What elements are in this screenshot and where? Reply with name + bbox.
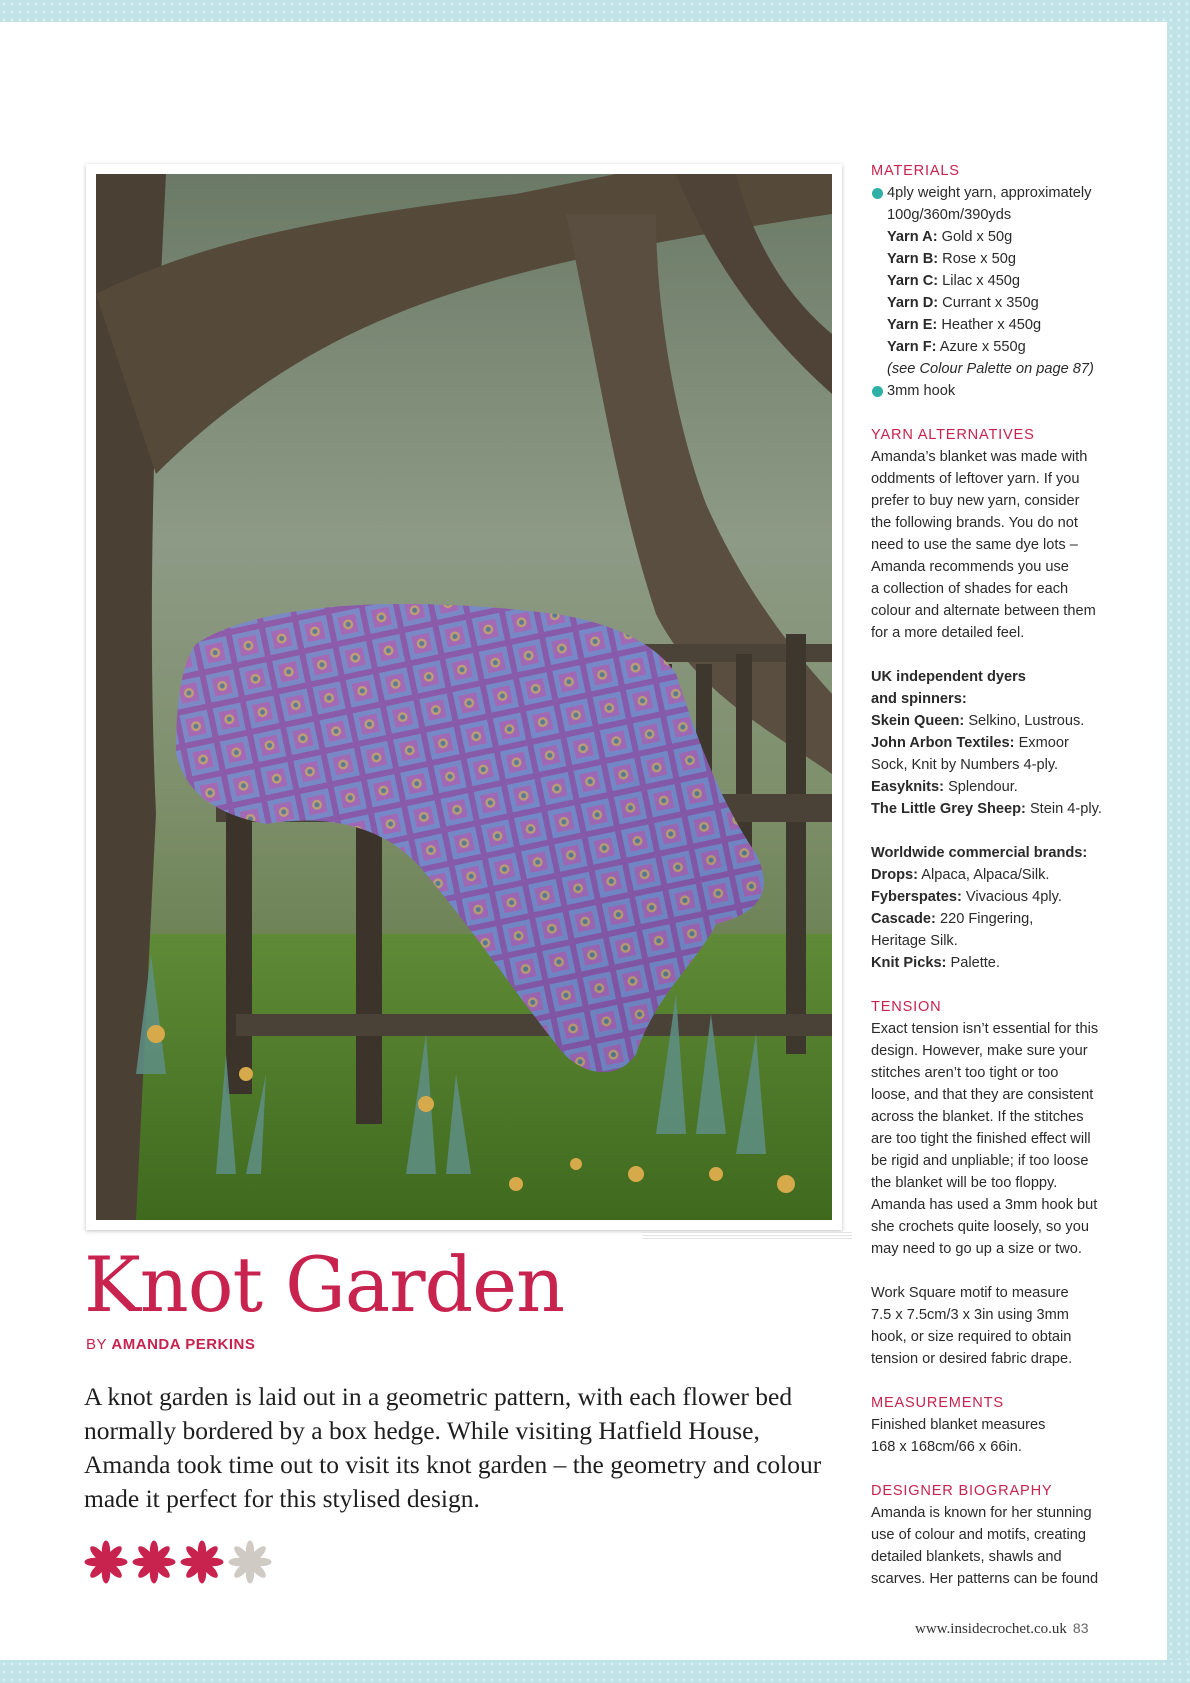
text-line: use of colour and motifs, creating bbox=[871, 1527, 1086, 1543]
text-line: oddments of leftover yarn. If you bbox=[871, 471, 1080, 487]
difficulty-star-icon bbox=[132, 1540, 176, 1584]
yarn-alternatives-heading: YARN ALTERNATIVES bbox=[871, 427, 1035, 443]
text-line: she crochets quite loosely, so you bbox=[871, 1219, 1089, 1235]
difficulty-star-icon bbox=[228, 1540, 272, 1584]
materials-heading: MATERIALS bbox=[871, 163, 960, 179]
text-line: need to use the same dye lots – bbox=[871, 537, 1078, 553]
bullet-dot-icon bbox=[872, 386, 883, 397]
yarn-list bbox=[871, 226, 1133, 380]
tension-motif-section bbox=[871, 1282, 1133, 1370]
yarn-item: Yarn F: Azure x 550g bbox=[887, 339, 1026, 355]
worldwide-brands-heading: Worldwide commercial brands: bbox=[871, 845, 1088, 861]
text-line: may need to go up a size or two. bbox=[871, 1241, 1082, 1257]
materials-yarn-item bbox=[871, 182, 1133, 226]
text-line: the following brands. You do not bbox=[871, 515, 1078, 531]
text-line: Amanda has used a 3mm hook but bbox=[871, 1197, 1098, 1213]
difficulty-star-icon bbox=[180, 1540, 224, 1584]
intro-paragraph: A knot garden is laid out in a geometric pattern, with each flower bed normally bordered by a box hedge. While visiting Hatfield House, Amanda took time out to visit its knot garden – the geometry and colour made it perfect for this stylised design. bbox=[84, 1382, 822, 1513]
yarn-quantity: 100g/360m/390yds bbox=[887, 207, 1012, 223]
brand-item: Cascade: 220 Fingering, bbox=[871, 911, 1034, 927]
text-line: Finished blanket measures bbox=[871, 1417, 1046, 1433]
text-line: 7.5 x 7.5cm/3 x 3in using 3mm bbox=[871, 1307, 1069, 1323]
text-line: Work Square motif to measure bbox=[871, 1285, 1069, 1301]
page-border-right bbox=[1167, 0, 1190, 1683]
yarn-item: Yarn D: Currant x 350g bbox=[887, 295, 1039, 311]
text-line: 168 x 168cm/66 x 66in. bbox=[871, 1439, 1022, 1455]
worldwide-brands-section bbox=[871, 842, 1133, 974]
article-title: Knot Garden bbox=[84, 1240, 565, 1329]
yarn-alternatives-section bbox=[871, 424, 1133, 644]
measurements-section bbox=[871, 1392, 1133, 1458]
text-line: across the blanket. If the stitches bbox=[871, 1109, 1084, 1125]
brand-item: The Little Grey Sheep: Stein 4-ply. bbox=[871, 801, 1102, 817]
text-line: detailed blankets, shawls and bbox=[871, 1549, 1062, 1565]
measurements-heading: MEASUREMENTS bbox=[871, 1395, 1004, 1411]
text-line: hook, or size required to obtain bbox=[871, 1329, 1072, 1345]
page-number: 83 bbox=[1072, 1620, 1089, 1636]
text-line: the blanket will be too floppy. bbox=[871, 1175, 1058, 1191]
byline bbox=[86, 1336, 255, 1353]
pattern-info-column bbox=[871, 160, 1133, 1612]
blanket-photo bbox=[96, 174, 832, 1220]
materials-section bbox=[871, 160, 1133, 402]
uk-dyers-heading: UK independent dyers bbox=[871, 669, 1026, 685]
yarn-item: Yarn C: Lilac x 450g bbox=[887, 273, 1021, 289]
materials-hook-item bbox=[871, 380, 1133, 402]
palette-note: (see Colour Palette on page 87) bbox=[887, 361, 1094, 377]
brand-item: Skein Queen: Selkino, Lustrous. bbox=[871, 713, 1085, 729]
text-line: prefer to buy new yarn, consider bbox=[871, 493, 1080, 509]
brand-item: Heritage Silk. bbox=[871, 933, 958, 949]
page-border-bottom bbox=[0, 1660, 1190, 1683]
text-line: a collection of shades for each bbox=[871, 581, 1069, 597]
bullet-dot-icon bbox=[872, 188, 883, 199]
blanket-photo-frame bbox=[86, 164, 842, 1230]
uk-dyers-section bbox=[871, 666, 1133, 820]
brand-item: Drops: Alpaca, Alpaca/Silk. bbox=[871, 867, 1050, 883]
text-line: Amanda recommends you use bbox=[871, 559, 1069, 575]
text-line: Amanda is known for her stunning bbox=[871, 1505, 1092, 1521]
text-line: stitches aren’t too tight or too bbox=[871, 1065, 1059, 1081]
text-line: are too tight the finished effect will bbox=[871, 1131, 1091, 1147]
tension-section bbox=[871, 996, 1133, 1260]
difficulty-rating bbox=[84, 1540, 272, 1584]
yarn-weight: 4ply weight yarn, approximately bbox=[887, 185, 1092, 201]
text-line: tension or desired fabric drape. bbox=[871, 1351, 1073, 1367]
difficulty-star-icon bbox=[84, 1540, 128, 1584]
text-line: Exact tension isn’t essential for this bbox=[871, 1021, 1099, 1037]
brand-item: John Arbon Textiles: Exmoor bbox=[871, 735, 1069, 751]
uk-dyers-heading-cont: and spinners: bbox=[871, 691, 967, 707]
yarn-item: Yarn A: Gold x 50g bbox=[887, 229, 1013, 245]
brand-item: Fyberspates: Vivacious 4ply. bbox=[871, 889, 1062, 905]
brand-item: Sock, Knit by Numbers 4-ply. bbox=[871, 757, 1059, 773]
page-footer bbox=[915, 1620, 1088, 1638]
text-line: Amanda’s blanket was made with bbox=[871, 449, 1088, 465]
text-line: loose, and that they are consistent bbox=[871, 1087, 1094, 1103]
hook-size: 3mm hook bbox=[887, 383, 956, 399]
designer-bio-heading: DESIGNER BIOGRAPHY bbox=[871, 1483, 1053, 1499]
text-line: design. However, make sure your bbox=[871, 1043, 1088, 1059]
text-line: colour and alternate between them bbox=[871, 603, 1096, 619]
tension-heading: TENSION bbox=[871, 999, 942, 1015]
page-border-top bbox=[0, 0, 1190, 22]
byline-prefix: BY bbox=[86, 1336, 107, 1353]
text-line: be rigid and unpliable; if too loose bbox=[871, 1153, 1089, 1169]
text-line: for a more detailed feel. bbox=[871, 625, 1025, 641]
text-line: scarves. Her patterns can be found bbox=[871, 1571, 1099, 1587]
yarn-item: Yarn B: Rose x 50g bbox=[887, 251, 1016, 267]
photo-shadow bbox=[642, 1232, 852, 1240]
brand-item: Knit Picks: Palette. bbox=[871, 955, 1000, 971]
website-url: www.insidecrochet.co.uk bbox=[915, 1621, 1067, 1637]
author-name: AMANDA PERKINS bbox=[111, 1336, 256, 1353]
brand-item: Easyknits: Splendour. bbox=[871, 779, 1018, 795]
yarn-item: Yarn E: Heather x 450g bbox=[887, 317, 1042, 333]
designer-bio-section bbox=[871, 1480, 1133, 1590]
